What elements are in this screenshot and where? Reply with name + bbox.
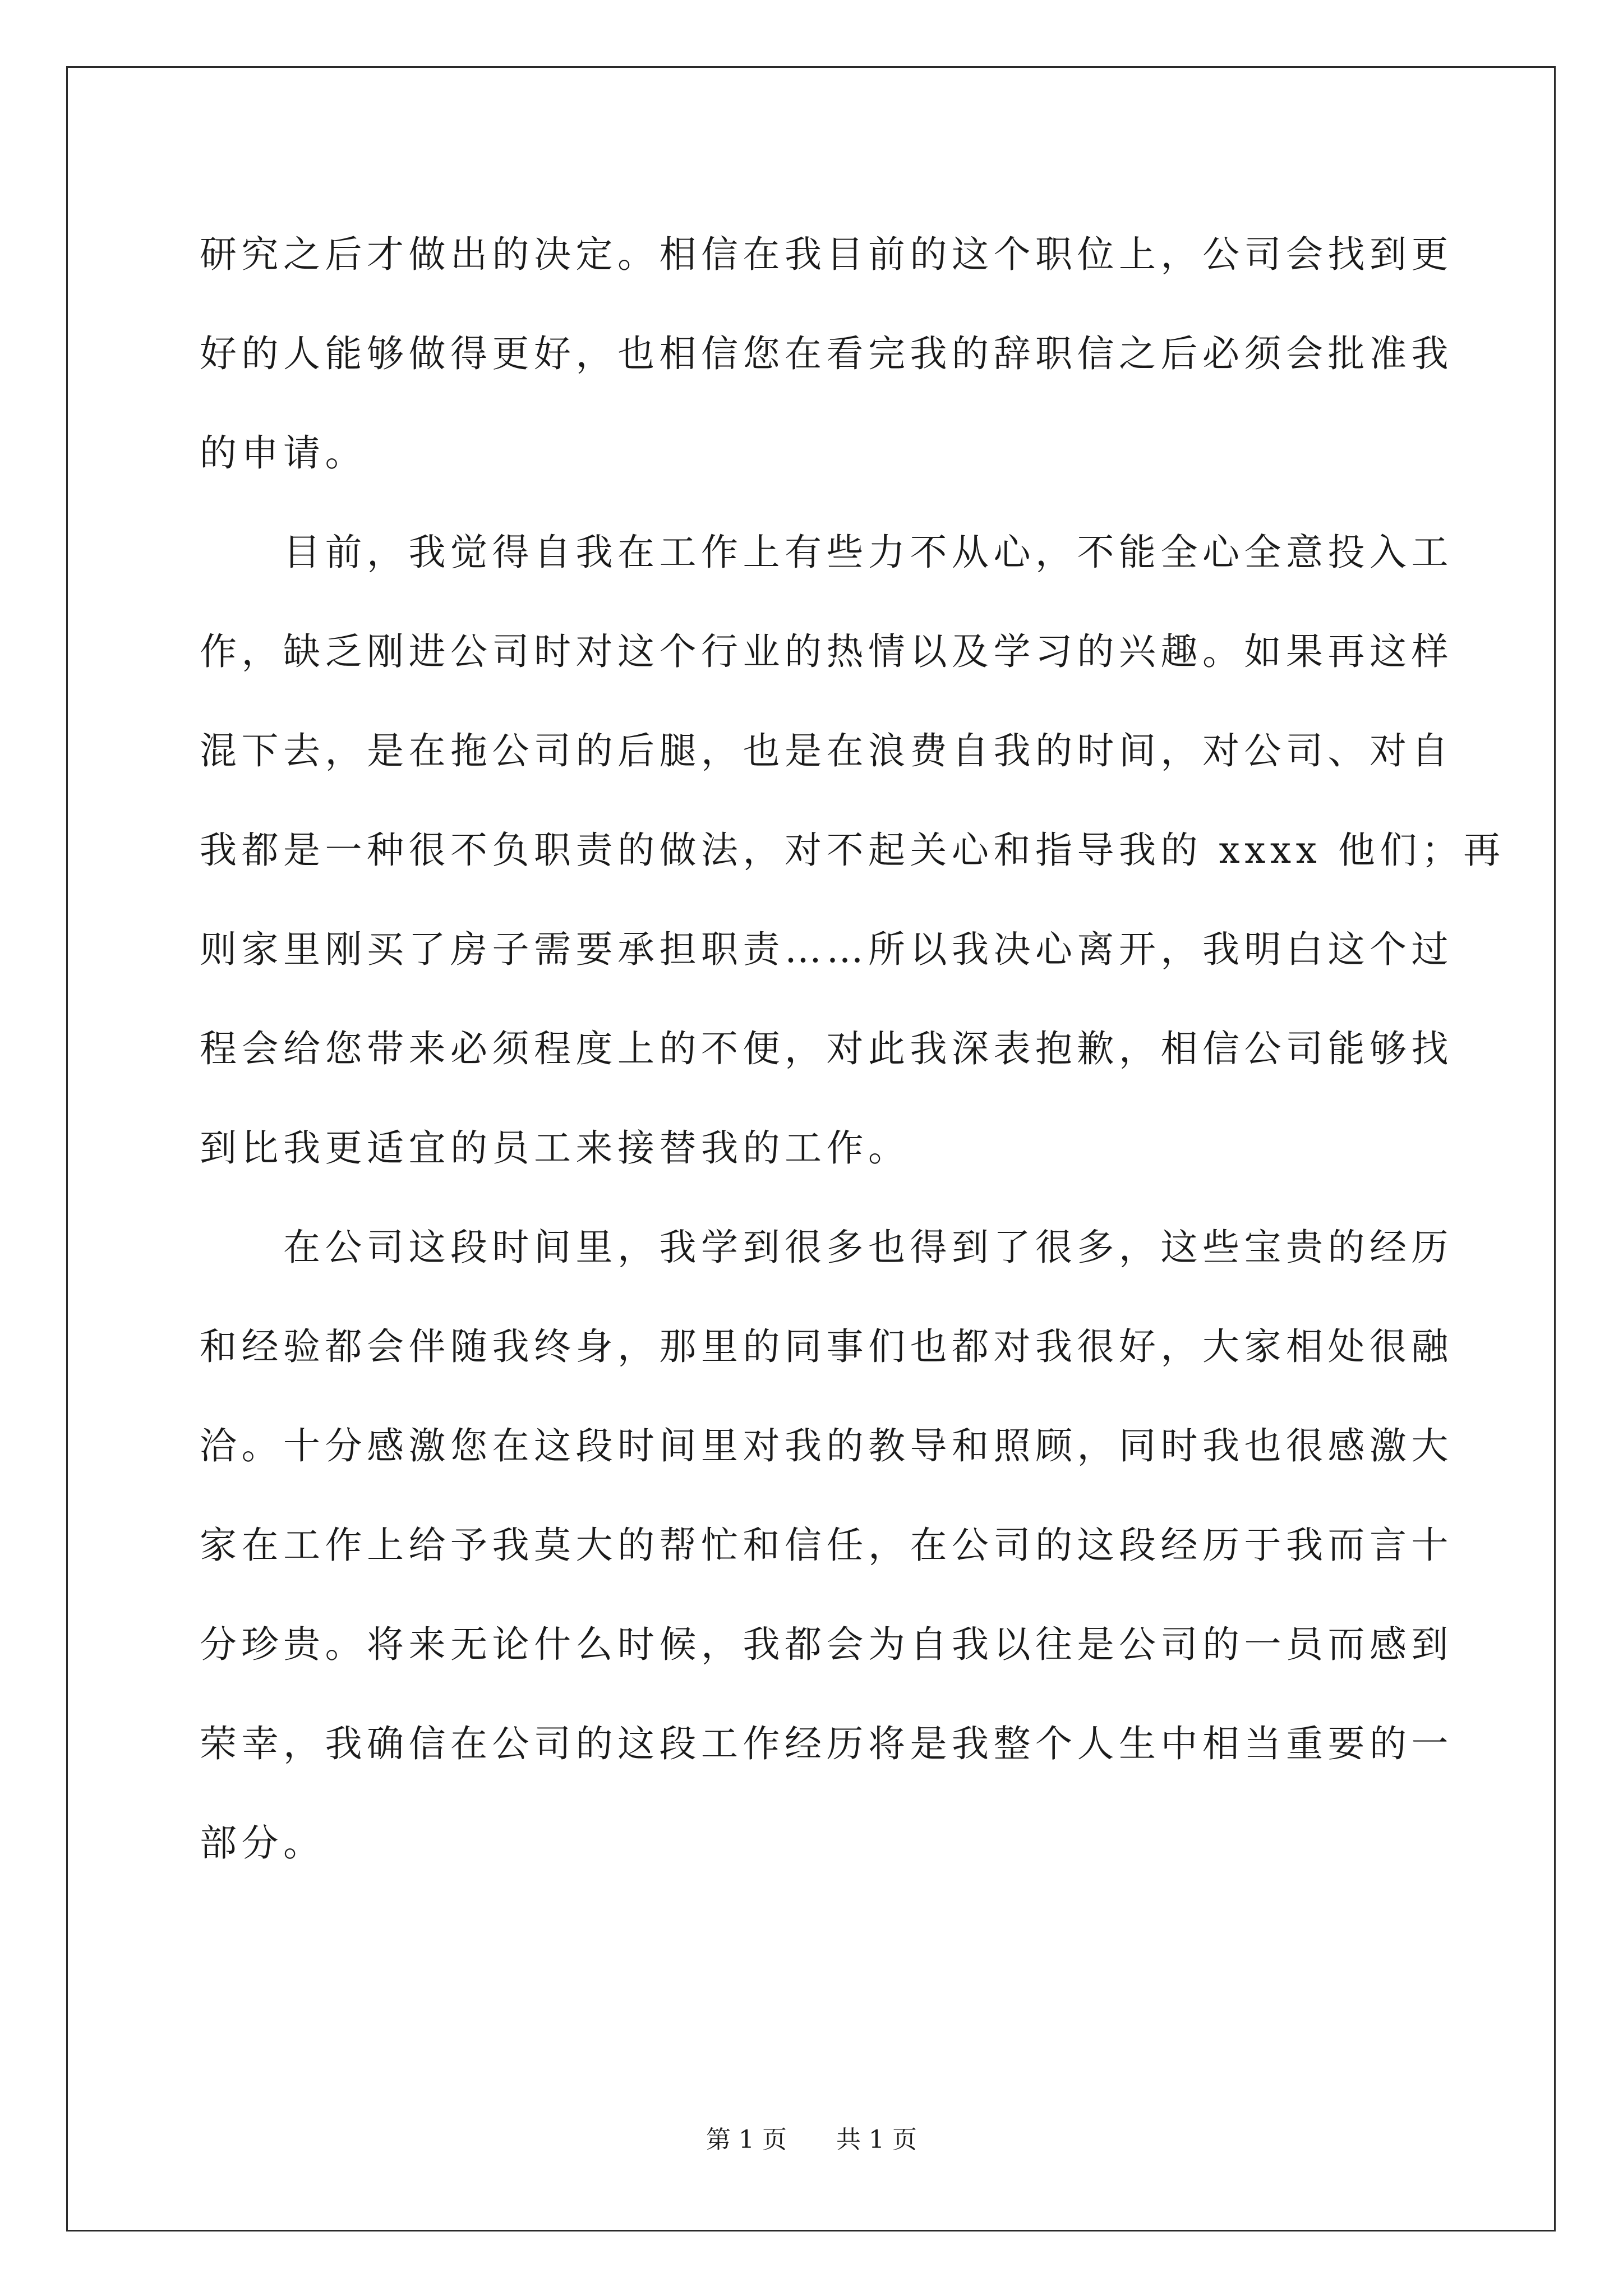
- text-line: 部分。: [200, 1821, 325, 1865]
- document-body: [200, 205, 1505, 1893]
- text-line: 我都是一种很不负职责的做法，对不起关心和指导我的 xxxx 他们；再: [200, 829, 1505, 872]
- text-line: 洽。十分感激您在这段时间里对我的教导和照顾，同时我也很感激大: [200, 1424, 1453, 1467]
- text-line: 则家里刚买了房子需要承担职责……所以我决心离开，我明白这个过: [200, 928, 1453, 971]
- text-line: 目前，我觉得自我在工作上有些力不从心，不能全心全意投入工: [200, 531, 1453, 574]
- text-line: 程会给您带来必须程度上的不便，对此我深表抱歉，相信公司能够找: [200, 1027, 1453, 1070]
- text-line: 混下去，是在拖公司的后腿，也是在浪费自我的时间，对公司、对自: [200, 729, 1453, 772]
- text-line: 好的人能够做得更好，也相信您在看完我的辞职信之后必须会批准我: [200, 332, 1453, 375]
- text-line: 分珍贵。将来无论什么时候，我都会为自我以往是公司的一员而感到: [200, 1623, 1453, 1666]
- text-line: 荣幸，我确信在公司的这段工作经历将是我整个人生中相当重要的一: [200, 1722, 1453, 1765]
- text-line: 在公司这段时间里，我学到很多也得到了很多，这些宝贵的经历: [200, 1226, 1453, 1269]
- page-footer: [0, 2123, 1623, 2157]
- text-line: 作，缺乏刚进公司时对这个行业的热情以及学习的兴趣。如果再这样: [200, 630, 1453, 673]
- text-line: 到比我更适宜的员工来接替我的工作。: [200, 1126, 910, 1170]
- text-line: 家在工作上给予我莫大的帮忙和信任，在公司的这段经历于我而言十: [200, 1524, 1453, 1567]
- text-line: 的申请。: [200, 431, 367, 475]
- text-line: 和经验都会伴随我终身，那里的同事们也都对我很好，大家相处很融: [200, 1325, 1453, 1368]
- text-line: 研究之后才做出的决定。相信在我目前的这个职位上，公司会找到更: [200, 233, 1453, 276]
- page-total: 共 1 页: [836, 2125, 917, 2154]
- page-number: 第 1 页: [706, 2125, 787, 2154]
